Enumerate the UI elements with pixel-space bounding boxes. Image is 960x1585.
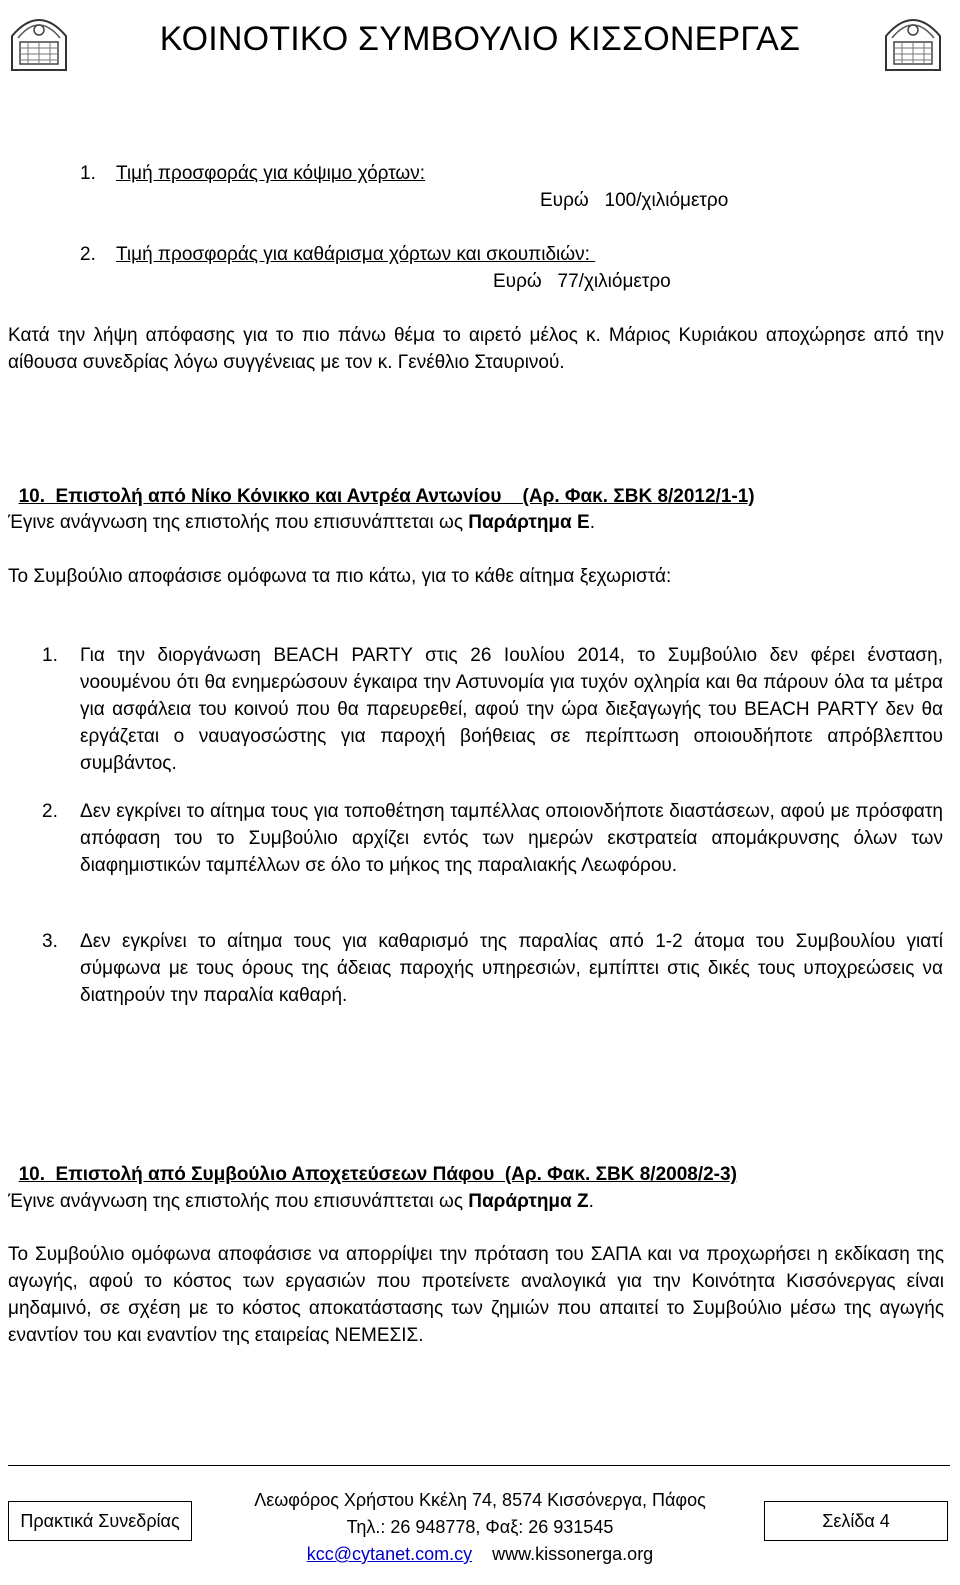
section-1-heading-text: 10. Επιστολή από Νίκο Κόνικκο και Αντρέα Αντωνίου (Αρ. Φακ. ΣΒΚ 8/2012/1-1) bbox=[18, 486, 755, 507]
price-item-1-number: 1. bbox=[80, 163, 96, 184]
section-2-read-suffix: . bbox=[588, 1191, 594, 1212]
decision-item-3-number: 3. bbox=[42, 931, 58, 952]
footer-phones: Τηλ.: 26 948778, Φαξ: 26 931545 bbox=[346, 1517, 614, 1537]
abstain-paragraph: Κατά την λήψη απόφασης για το πιο πάνω θέμα το αιρετό μέλος κ. Μάριος Κυριάκου αποχώρησε από την αίθουσα συνεδρίας λόγω συγγένειας με τον κ. Γενέθλιο Σταυρινού. bbox=[8, 325, 944, 373]
community-logo-right bbox=[882, 8, 944, 74]
footer-page-box bbox=[764, 1501, 948, 1541]
section-2-appendix: Παράρτημα Ζ bbox=[468, 1191, 589, 1212]
price-item-2-number: 2. bbox=[80, 244, 96, 265]
section-1-appendix: Παράρτημα Ε bbox=[468, 512, 590, 533]
section-2-read-prefix: Έγινε ανάγνωση της επιστολής που επισυνάπτεται ως bbox=[8, 1191, 469, 1212]
footer-address: Λεωφόρος Χρήστου Κκέλη 74, 8574 Κισσόνεργα, Πάφος bbox=[254, 1490, 706, 1510]
footer-minutes-box: Πρακτικά Συνεδρίας bbox=[8, 1501, 192, 1541]
footer-website[interactable]: www.kissonerga.org bbox=[492, 1544, 654, 1564]
section-2-read-line bbox=[8, 1188, 594, 1215]
footer-contacts bbox=[200, 1541, 760, 1568]
footer-email-link[interactable]: kcc@cytanet.com.cy bbox=[306, 1544, 473, 1564]
section-2-heading-text: 10. Επιστολή από Συμβούλιο Αποχετεύσεων Πάφου (Αρ. Φακ. ΣΒΚ 8/2008/2-3) bbox=[18, 1164, 737, 1185]
section-1-read-suffix: . bbox=[589, 512, 595, 533]
price-item-1-label: Τιμή προσφοράς για κόψιμο χόρτων: bbox=[116, 163, 426, 184]
decision-item-1-text: Για την διοργάνωση BEACH PARTY στις 26 Ιουλίου 2014, το Συμβούλιο δεν φέρει ένσταση, νοουμένου ότι θα ενημερώσουν έγκαιρα την Αστυνομία για τυχόν οχληρία και θα πάρουν όλα τα μέτρα για ασφάλεια του κοινού που θα παρευρεθεί, αφού την ώρα διεξαγωγής του BEACH PARTY δεν θα εργάζεται ο ναυαγοσώστης για παροχή βοήθειας σε περίπτωση οποιουδήποτε απρόβλεπτου συμβάντος. bbox=[80, 645, 943, 774]
section-2-heading bbox=[8, 1134, 737, 1188]
price-item-1-value: Ευρώ 100/χιλιόμετρο bbox=[540, 190, 729, 211]
page-header-title: ΚΟΙΝΟΤΙΚΟ ΣΥΜΒΟΥΛΙΟ ΚΙΣΣΟΝΕΡΓΑΣ bbox=[159, 20, 801, 58]
section-1-read-prefix: Έγινε ανάγνωση της επιστολής που επισυνάπτεται ως bbox=[8, 512, 469, 533]
section-2-decision: Το Συμβούλιο ομόφωνα αποφάσισε να απορρίψει την πρόταση του ΣΑΠΑ και να προχωρήσει η εκδίκαση της αγωγής, αφού το κόστος των εργασιών που προτείνετε αναλογικά για την Κοινότητα Κισσόνεργας είναι μηδαμινό, σε σχέση με το κόστος αποκατάστασης των ζημιών που απαιτεί το Συμβούλιο μέσω της αγωγής εναντίον του και εναντίον της εταιρείας ΝΕΜΕΣΙΣ. bbox=[8, 1244, 944, 1346]
footer-page-number: 4 bbox=[879, 1511, 890, 1531]
section-1-read-line bbox=[8, 509, 595, 536]
decision-item-1-number: 1. bbox=[42, 645, 58, 666]
decision-item-2-text: Δεν εγκρίνει το αίτημα τους για τοποθέτηση ταμπέλλας οποιονδήποτε διαστάσεων, αφού με πρόσφατη απόφαση του το Συμβούλιο αρχίζει εντός των ημερών εκστρατεία απομάκρυνσης όλων των διαφημιστικών ταμπέλλων σε όλο το μήκος της παραλιακής Λεωφόρου. bbox=[80, 801, 943, 876]
footer-divider bbox=[8, 1465, 950, 1466]
section-1-decision-intro: Το Συμβούλιο αποφάσισε ομόφωνα τα πιο κάτω, για το κάθε αίτημα ξεχωριστά: bbox=[8, 566, 672, 587]
footer-page-label: Σελίδα bbox=[822, 1511, 875, 1531]
decision-item-2-number: 2. bbox=[42, 801, 58, 822]
price-item-2-label: Τιμή προσφοράς για καθάρισμα χόρτων και σκουπιδιών: bbox=[116, 244, 596, 265]
price-item-2-value: Ευρώ 77/χιλιόμετρο bbox=[493, 271, 671, 292]
decision-item-3-text: Δεν εγκρίνει το αίτημα τους για καθαρισμό της παραλίας από 1-2 άτομα του Συμβουλίου γιατί σύμφωνα με τους όρους της άδειας παροχής υπηρεσιών, εμπίπτει στις δικές τους υποχρεώσεις να διατηρούν την παραλία καθαρή. bbox=[80, 931, 943, 1006]
section-1-heading bbox=[8, 456, 755, 510]
